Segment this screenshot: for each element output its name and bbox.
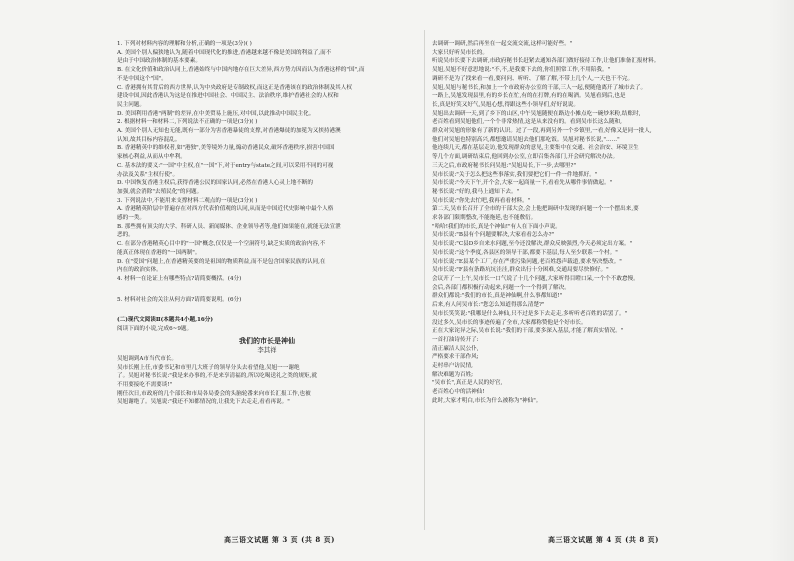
text-line: 1. 下列对材料内容的理解和分析,正确的一项是(3分)( ) xyxy=(117,41,252,47)
text-line: 群众对吴旭的形象有了新的认识。过了一段,再到另外一个乡镇里,一看,好像又是同一批人, xyxy=(432,128,652,135)
adjacent-page-edge xyxy=(768,0,794,561)
text-line: 办法及关系"主权行使"。 xyxy=(117,171,179,178)
text-line: 吴市长刚上任,市委书记和市里几大班子的领导分头去看望他,吴旭一一谢绝 xyxy=(117,364,300,371)
text-line: 吴市长说:"C县D乡自来水问题,至今还没解决,群众反映强烈,今天必须定出方案。" xyxy=(432,241,633,248)
text-line: 吴旭,吴旭不好意思地说:"不,不,是我要下去的,你们照常工作,不用陪我。" xyxy=(432,67,611,74)
text-line: 建设中国,因此香港认为这是在推进中国社会、中国民主、法治秩序,维护香港社会的人权和 xyxy=(117,93,339,100)
text-line: 调研不是为了找来看一看,要问问、听听、了解了解,不带上几个人,一天也干不完。 xyxy=(432,75,634,82)
text-line: 吴市长说:"F县有条路坑坑洼洼,群众出行十分困难,交通局要尽快修好。" xyxy=(432,267,609,274)
text-line: 吴市长说:"今天下午,开个会,大家一起商量一下,看看先从哪件事情做起。" xyxy=(432,180,613,187)
text-line: 内在的政治实体。 xyxy=(117,267,162,274)
text-line: 去调研一调研,然后再坐在一起交流交流,这样可能好些。" xyxy=(432,41,573,47)
story-author: 李其祥 xyxy=(257,345,277,354)
text-line: 解决难题为百姓; xyxy=(432,371,474,378)
text-line: 是由于中国政治体制的基本要素。 xyxy=(117,58,201,65)
text-line: 此时,大家才明白,市长为什么被称为"神仙"。 xyxy=(432,397,542,404)
text-line: 4. 材料一在论证上有哪些特点?请简要概括。(4分) xyxy=(117,275,242,282)
text-line: 吴旭,吴旭与秘书长,和加上一个市政府办公室的干部,三人一起,便随他离开了城市去了。 xyxy=(432,84,647,91)
text-line: A. 香港精英阶层中普遍存在对西方代表价值观的认同,从而是中国近代史影响中最个人格 xyxy=(117,206,334,213)
text-line: 阅读下面的小说,完成6~9题。 xyxy=(117,326,193,333)
text-line: 秘书长说:"好的,我马上通知下去。" xyxy=(432,188,520,195)
text-line: 吴旭调到A市当代市长。 xyxy=(117,355,177,362)
text-line: A. 美国个别人偏狭地认为,随着中国现代化的推进,香港越来越不像是美国的利益了,而不 xyxy=(117,49,332,56)
text-line: 了。吴旭对秘书长说:"我是来办事的,不是来享清福的,所以吃喝送礼之类的规矩,就 xyxy=(117,373,317,380)
story-title: 我们的市长是神仙 xyxy=(239,335,295,345)
text-line: 正在大家诧异之际,吴市长说:"我们的干部,要多深入基层,才能了解真实情况。" xyxy=(432,328,624,335)
text-line: 他连续几天,都在基层走访,他发现群众的意见,主要集中在交通、社会治安、环境卫生 xyxy=(432,145,639,152)
text-line: 吴旭谢绝了。吴旭说:"我还不知都情况的,让我先下去走走,看看再说。" xyxy=(117,399,290,406)
text-line: 他们对吴旭也特别高兴,都想邀请吴旭去他们那吃饭。吴旭对秘书长说,"……" xyxy=(432,136,620,143)
text-line: 吴市长说:"E县某个工厂,存在严重污染问题,老百姓怨声载道,要求坚决整改。" xyxy=(432,258,622,265)
text-line: 2. 根据材料一和材料二,下列说法不正确的一项是(3分)( ) xyxy=(117,119,258,126)
text-line: 走村串户访民情, xyxy=(432,363,473,370)
page-4-footer: 高三语文试题 第 4 页 (共 8 页) xyxy=(548,535,659,544)
text-line: 恶的。 xyxy=(117,232,134,239)
answer-space xyxy=(117,304,417,316)
text-line: 后来,有人问吴市长:"您怎么知道得那么清楚?" xyxy=(432,302,545,309)
text-line: 民主问题。 xyxy=(117,101,145,108)
text-line: 大家只好听吴市长的。 xyxy=(432,49,488,56)
text-line: "哈哈!我们的市长,真是个神仙!"有人在下面小声说。 xyxy=(432,223,561,230)
text-line: C. 香港拥有其背后的西方世界,认为中央政府是专制政权,而这正是香港该在的政治体制及其人权 xyxy=(117,84,352,91)
text-line: 等几个方面,调研结束后,他回到办公室,立即召集各部门,开会研究解决办法。 xyxy=(432,154,619,161)
text-line: 3. 下列说法中,不能用来支撑材料二观点的一项是(3分)( ) xyxy=(117,197,258,204)
text-line: 严格要求干部作风; xyxy=(432,354,479,361)
exam-page-4 xyxy=(432,40,732,520)
text-line: 认知,故其目标内容混乱。 xyxy=(117,136,181,143)
text-line: B. 那些拥有顶尖的大学、科研人员、新闻媒体、企业领导者等,他们如果能在,就能无法宣泄 xyxy=(117,223,341,230)
exam-page-3 xyxy=(117,40,417,520)
text-line: 会议开了一上午,吴市长一口气说了十几个问题,大家听得目瞪口呆,一个个不敢怠慢。 xyxy=(432,275,639,282)
text-line: 吴市长笑笑说:"我哪是什么神仙,只不过是多下去走走,多听听老百姓的话罢了。" xyxy=(432,310,628,317)
text-line: 听说吴市长要下去调研,市政府秘书长赶紧去通知各部门做好接待工作,让他们准备汇报材料。 xyxy=(432,58,660,65)
text-line: 会后,各部门都积极行动起来,问题一个一个得到了解决。 xyxy=(432,284,570,291)
text-line: 吴市长说:"这个季度,各县区的领导干部,都要下基层,每人至少联系一个村。" xyxy=(432,249,618,256)
text-line: 一首打油诗传开了: xyxy=(432,336,479,343)
text-line: 吴市长说:"B县有个问题要解决,大家看看怎么办?" xyxy=(432,232,555,239)
text-line: A. 美国个别人无知也无能,既有一部分为害香港暴徒的支撑,对香港爆徒的加冕为又挟持港澳 xyxy=(117,128,341,135)
text-line: 能真正体现在香港的"一国两制"。 xyxy=(117,249,201,256)
text-line: 不是中国这个"国"。 xyxy=(117,75,167,82)
text-line: (二)现代文阅读Ⅱ(本题共4小题,16分) xyxy=(117,317,214,324)
text-line: 吴市长说:"你先去忙吧,我再看看材料。" xyxy=(432,197,531,204)
text-line: 刚任次日,市政府的几个部长和市局各局委会的头脑轮番来向市长汇报工作,也被 xyxy=(117,390,311,397)
text-line: D. 中国恢复香港主权后,获得香港公民的国家认同,必然在香港人心灵上地不断的 xyxy=(117,180,313,187)
text-line: 三天之后,市政府秘书长问吴旭:"吴旭局长,下一步,去哪里?" xyxy=(432,162,577,169)
page-3-footer: 高三语文试题 第 3 页 (共 8 页) xyxy=(224,535,335,544)
text-line: 第二天,吴市长召开了全市的干部大会,会上他把调研中发现的问题一个一个摆出来,要 xyxy=(432,206,639,213)
text-line: 5. 材料对社会的关注从何方面?请简要说明。(6分) xyxy=(117,296,242,303)
text-line: 群众们都说:"我们的市长,真是神仙啊,什么事都知道!" xyxy=(432,293,563,300)
text-line: B. 香港精英中的维权者,如"港独",美等境外力量,煽动香港民众,破坏香港秩序,损害中国国 xyxy=(117,145,335,152)
text-line: B. 在文化价值和政治认同上,香港始终与中国内地存在巨大差异,西方势力因而认为香港这样的"国",而 xyxy=(117,67,365,74)
text-line: 求各部门限期整改,不能拖延,也不能敷衍。 xyxy=(432,215,537,222)
text-line: 吴旭出去调研一天,到了乡下的山区,中午吴旭随便在路边小摊点吃一碗炒米粉,结账时, xyxy=(432,110,641,117)
text-line: C. 基本法的要义:"一国"中主权,在"一国"下,对于entry与state之间,可以采用不同的可视 xyxy=(117,162,334,169)
text-line: 清正廉洁人民公仆, xyxy=(432,345,479,352)
text-line: 吴市长说:"关于怎么把这些事落实,我们要把它们一件一件地抓好。" xyxy=(432,171,598,178)
text-line: 家核心利益,从而从中牟利。 xyxy=(117,154,186,161)
text-line: 没过多久,吴市长的事迹传遍了全市,大家都称赞他是个好市长。 xyxy=(432,319,587,326)
page-fold-divider xyxy=(424,30,425,530)
text-line: 加强,就会消除"去殖民化"的问题。 xyxy=(117,188,203,195)
text-line: 一路上,吴旭发现县里,有的乡长在忙,有的在打牌,有的在喝酒。吴旭看到后,也是 xyxy=(432,93,626,100)
text-line: 感的一类。 xyxy=(117,215,145,222)
text-line: D. 在"爱国"问题上,在香港精英要的是祖国的物质利益,而不是包含国家民族的认同,在 xyxy=(117,258,326,265)
answer-space xyxy=(117,284,417,296)
text-line: 老百姓心中的活神仙! xyxy=(432,389,485,396)
text-line: 长,真是好笑又好气,吴旭心想,得跟这些小领导们,好好说说。 xyxy=(432,101,579,108)
text-line: 老百姓看到吴旭他们,一个个非常热情,这是从来没有的。看到吴市长这么随和, xyxy=(432,119,622,126)
text-line: 不用要接吃不需要谈!" xyxy=(117,381,173,388)
text-line: "吴市长",真正是人民的好官, xyxy=(432,380,503,387)
text-line: C. 在部分香港精英心目中的"一国"概念,仅仅是一个空洞符号,缺乏实质的政治内容,不 xyxy=(117,241,326,248)
text-line: D. 美国利用香港"两制"的差异,在中美贸易上施压,对中国,以此推动中国民主化。 xyxy=(117,110,315,117)
